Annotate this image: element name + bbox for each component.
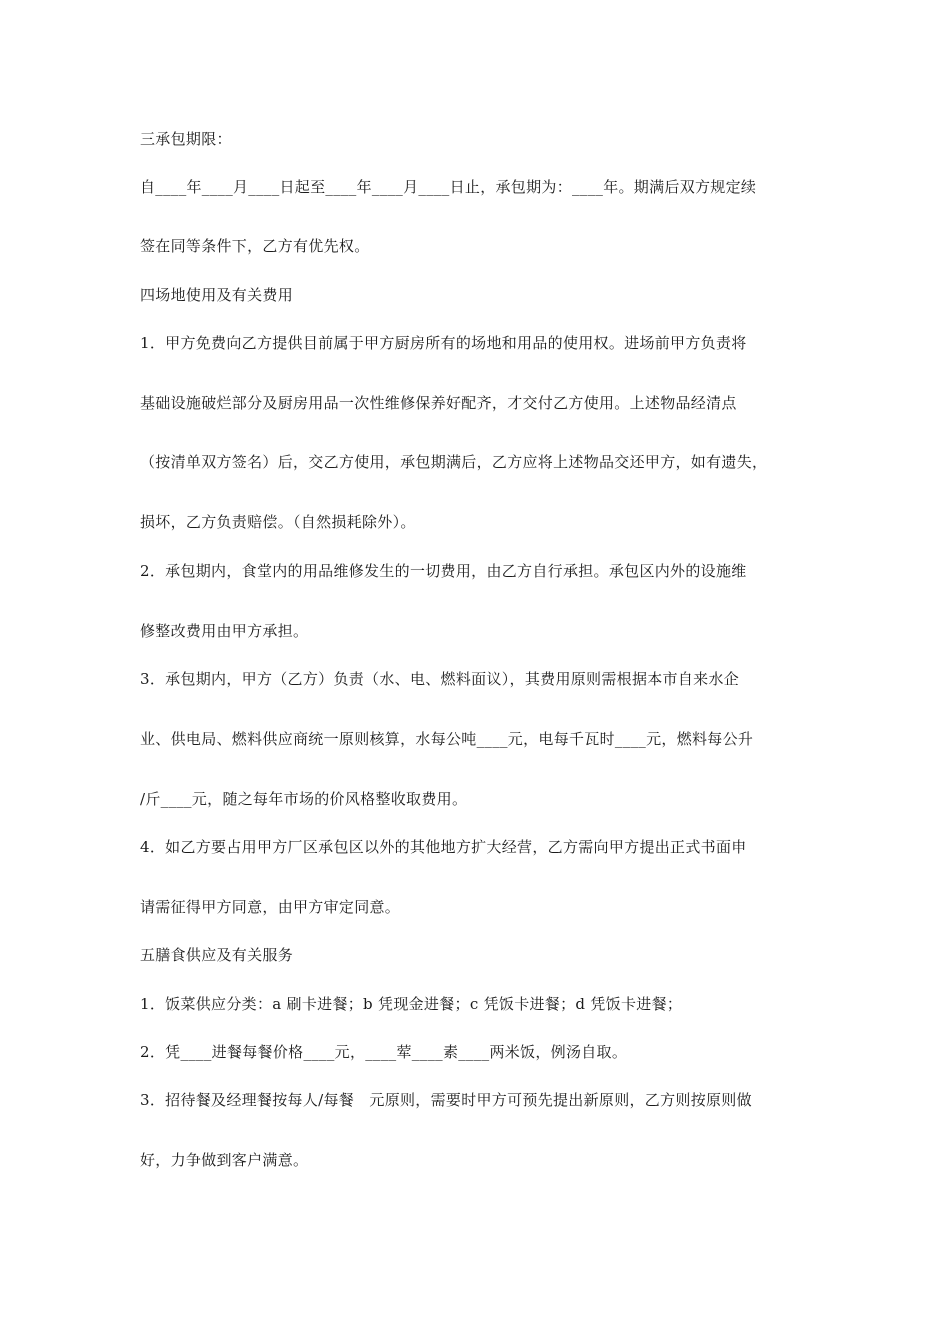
paragraph-line: 基础设施破烂部分及厨房用品一次性维修保养好配齐，才交付乙方使用。上述物品经清点 (140, 394, 737, 412)
paragraph-line: （按清单双方签名）后，交乙方使用，承包期满后，乙方应将上述物品交还甲方，如有遗失， (140, 453, 768, 471)
section-3-heading: 三承包期限： (140, 130, 232, 148)
paragraph-line: 修整改费用由甲方承担。 (140, 622, 309, 640)
paragraph-line: 签在同等条件下，乙方有优先权。 (140, 237, 370, 255)
paragraph-line: 业、供电局、燃料供应商统一原则核算，水每公吨____元，电每千瓦时____元，燃料每公升 (140, 730, 754, 748)
paragraph-line: 1．甲方免费向乙方提供目前属于甲方厨房所有的场地和用品的使用权。进场前甲方负责将 (140, 334, 747, 352)
section-5-heading: 五膳食供应及有关服务 (140, 946, 294, 964)
paragraph-line: 3．承包期内，甲方（乙方）负责（水、电、燃料面议），其费用原则需根据本市自来水企 (140, 670, 740, 688)
paragraph-line: 4．如乙方要占用甲方厂区承包区以外的其他地方扩大经营，乙方需向甲方提出正式书面申 (140, 838, 747, 856)
paragraph-line: 好，力争做到客户满意。 (140, 1151, 309, 1169)
paragraph-line: /斤____元，随之每年市场的价风格整收取费用。 (140, 790, 468, 808)
paragraph-line: 自____年____月____日起至____年____月____日止，承包期为：____年。期满后双方规定续 (140, 178, 757, 196)
paragraph-line: 2．凭____进餐每餐价格____元，____荤____素____两米饭，例汤自取。 (140, 1043, 628, 1061)
section-4-heading: 四场地使用及有关费用 (140, 286, 294, 304)
paragraph-line: 请需征得甲方同意，由甲方审定同意。 (140, 898, 401, 916)
paragraph-line: 2．承包期内，食堂内的用品维修发生的一切费用，由乙方自行承担。承包区内外的设施维 (140, 562, 747, 580)
paragraph-line: 3．招待餐及经理餐按每人/每餐 元原则，需要时甲方可预先提出新原则，乙方则按原则做 (140, 1091, 752, 1109)
paragraph-line: 1．饭菜供应分类：a 刷卡进餐；b 凭现金进餐；c 凭饭卡进餐；d 凭饭卡进餐； (140, 995, 683, 1013)
paragraph-line: 损坏，乙方负责赔偿。（自然损耗除外）。 (140, 513, 416, 531)
